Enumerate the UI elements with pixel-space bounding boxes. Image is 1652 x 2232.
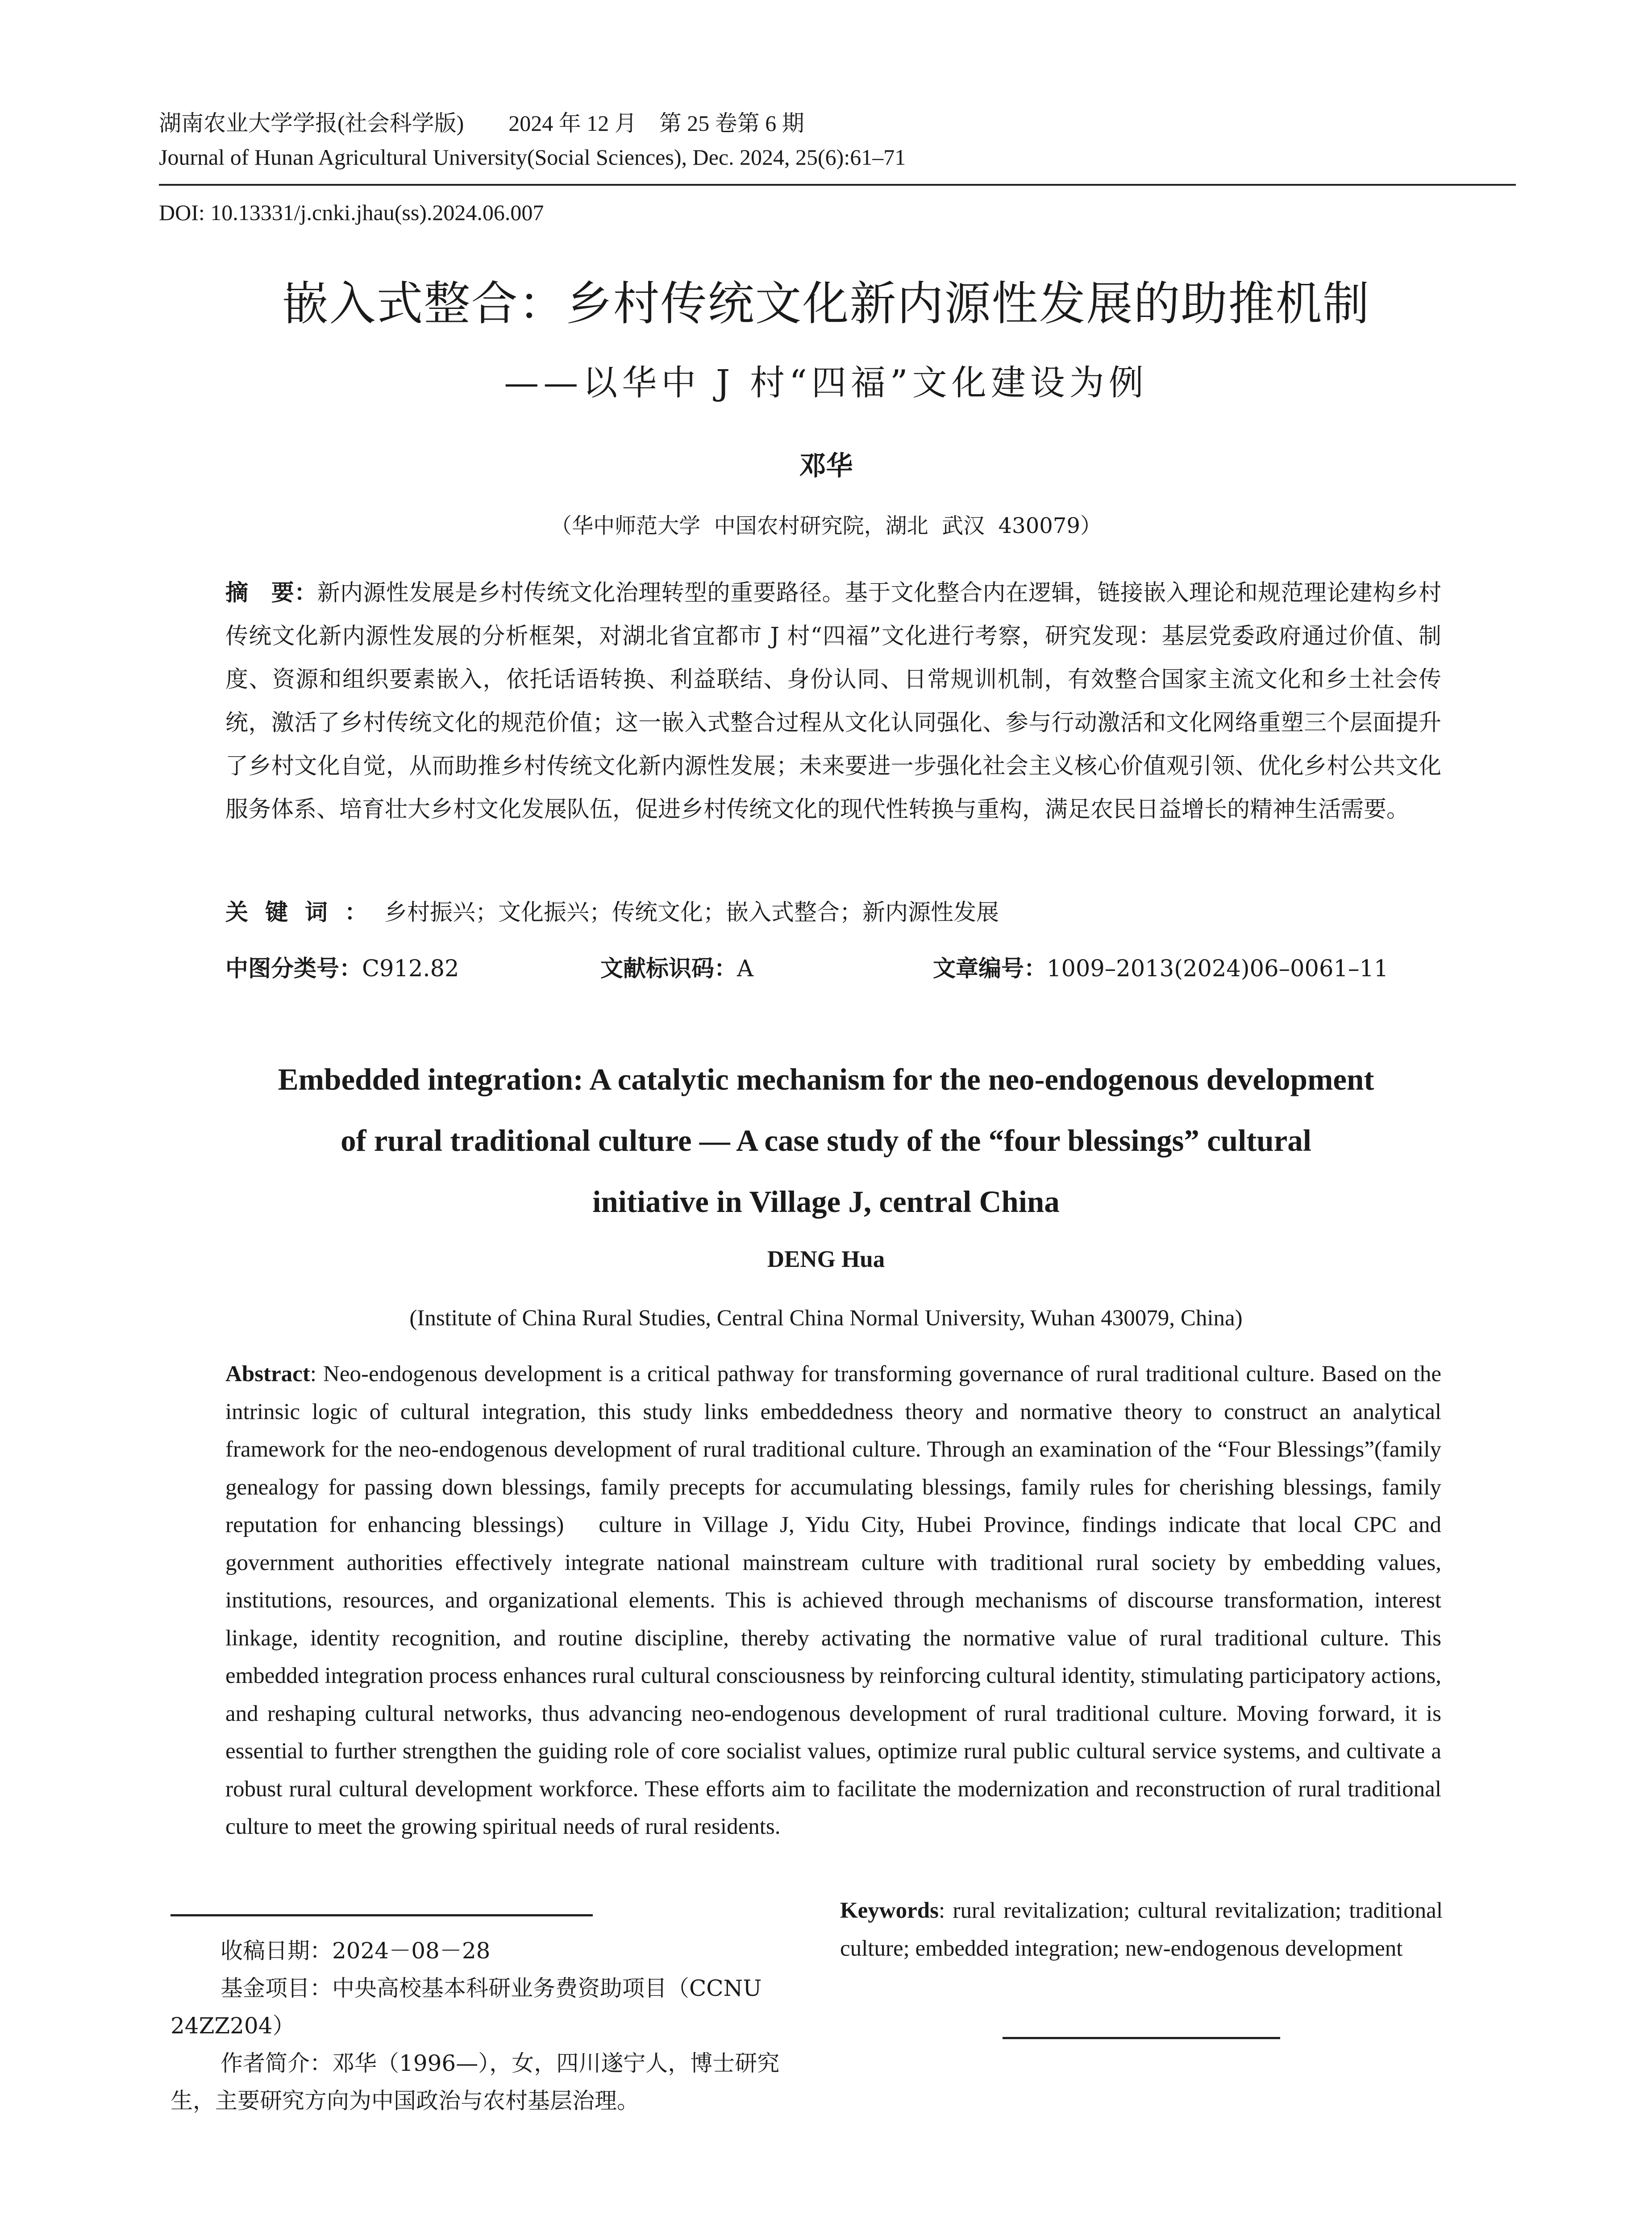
footnotes <box>171 1932 817 2120</box>
keywords-en <box>840 1892 1443 1968</box>
title-en-line-3: initiative in Village J, central China <box>592 1185 1060 1219</box>
abstract-en <box>225 1355 1441 1846</box>
header-rule <box>159 184 1516 186</box>
footnote-rule <box>171 1914 593 1916</box>
title-en <box>0 1049 1652 1233</box>
keywords-en-text: : rural revitalization; cultural revitalization; traditional culture; embedded integration; new-endogenous development <box>840 1898 1443 1961</box>
article-number-value: 1009–2013(2024)06–0061–11 <box>1047 956 1389 982</box>
abstract-cn <box>225 571 1441 831</box>
document-code-value: A <box>737 956 753 982</box>
author-bio: 作者简介：邓华（1996—），女，四川遂宁人，博士研究生，主要研究方向为中国政治与农村基层治理。 <box>171 2050 780 2114</box>
author-cn: 邓华 <box>799 450 853 482</box>
affiliation-cn: （华中师范大学 中国农村研究院，湖北 武汉 430079） <box>550 513 1102 538</box>
abstract-en-text: : Neo-endogenous development is a critical pathway for transforming governance of rural traditional culture. Based on the intrinsic logic of cultural integration, this study links embeddedness theory and normative theory to construct an analytical framework for the neo-endogenous development of rural traditional culture. Through an examination of the “Four Blessings”(family genealogy for passing down blessings, family precepts for accumulating blessings, family rules for cherishing blessings, family reputation for enhancing blessings) culture in Village J, Yidu City, Hubei Province, findings indicate that local CPC and government authorities effectively integrate national mainstream culture with traditional rural society by embedding values, institutions, resources, and organizational elements. This is achieved through mechanisms of discourse transformation, interest linkage, identity recognition, and routine discipline, thereby activating the normative value of rural traditional culture. This embedded integration process enhances rural cultural consciousness by reinforcing cultural identity, stimulating participatory actions, and reshaping cultural networks, thus advancing neo-endogenous development of rural traditional culture. Moving forward, it is essential to further strengthen the guiding role of core socialist values, optimize rural public cultural service systems, and cultivate a robust rural cultural development workforce. These efforts aim to facilitate the modernization and reconstruction of rural traditional culture to meet the growing spiritual needs of rural residents. <box>225 1362 1441 1839</box>
title-en-line-1: Embedded integration: A catalytic mechanism for the neo-endogenous development <box>278 1062 1374 1096</box>
keywords-en-label: Keywords <box>840 1898 939 1923</box>
doi: DOI: 10.13331/j.cnki.jhau(ss).2024.06.007 <box>159 200 544 225</box>
clc-value: C912.82 <box>362 956 459 982</box>
journal-header-cn: 湖南农业大学学报(社会科学版) 2024 年 12 月 第 25 卷第 6 期 <box>159 111 804 136</box>
article-number <box>933 954 1388 985</box>
received-date: 收稿日期：2024－08－28 <box>221 1938 491 1964</box>
affiliation-en: (Institute of China Rural Studies, Central China Normal University, Wuhan 430079, China) <box>409 1306 1243 1331</box>
abstract-en-label: Abstract <box>225 1362 310 1387</box>
keywords-cn-label: 关键词： <box>225 899 385 926</box>
document-code-label: 文献标识码： <box>600 956 737 982</box>
author-en: DENG Hua <box>767 1246 885 1272</box>
fund-project: 基金项目：中央高校基本科研业务费资助项目（CCNU 24ZZ204） <box>171 1975 762 2039</box>
title-en-line-2: of rural traditional culture — A case study of the “four blessings” cultural <box>341 1124 1311 1158</box>
article-number-label: 文章编号： <box>933 956 1047 982</box>
abstract-cn-label: 摘 要： <box>225 580 317 606</box>
subtitle-cn: ——以华中 J 村“四福”文化建设为例 <box>504 363 1148 403</box>
keywords-cn <box>225 897 999 929</box>
abstract-cn-text: 新内源性发展是乡村传统文化治理转型的重要路径。基于文化整合内在逻辑，链接嵌入理论和规范理论建构乡村传统文化新内源性发展的分析框架，对湖北省宜都市 J 村“四福”文化进行考察，研究发现：基层党委政府通过价值、制度、资源和组织要素嵌入，依托话语转换、利益联结、身份认同、日常规训机制，有效整合国家主流文化和乡土社会传统，激活了乡村传统文化的规范价值；这一嵌入式整合过程从文化认同强化、参与行动激活和文化网络重塑三个层面提升了乡村文化自觉，从而助推乡村传统文化新内源性发展；未来要进一步强化社会主义核心价值观引领、优化乡村公共文化服务体系、培育壮大乡村文化发展队伍，促进乡村传统文化的现代性转换与重构，满足农民日益增长的精神生活需要。 <box>225 580 1441 823</box>
journal-header-en: Journal of Hunan Agricultural University(Social Sciences), Dec. 2024, 25(6):61–71 <box>159 145 906 170</box>
clc-label: 中图分类号： <box>225 956 362 982</box>
column-end-rule <box>1003 2037 1280 2039</box>
document-code <box>600 954 753 985</box>
title-cn: 嵌入式整合：乡村传统文化新内源性发展的助推机制 <box>282 276 1370 331</box>
keywords-cn-text: 乡村振兴；文化振兴；传统文化；嵌入式整合；新内源性发展 <box>384 899 999 926</box>
clc-number <box>225 954 459 985</box>
